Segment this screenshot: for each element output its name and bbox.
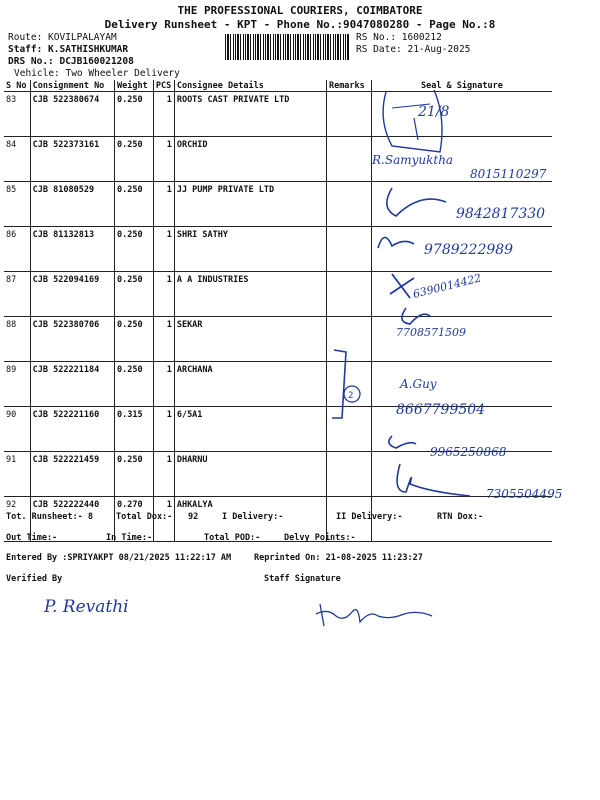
circle-mark-number: 2 — [348, 391, 354, 401]
signature-row-92-phone: 7305504495 — [486, 487, 563, 501]
row-pcs: 1 — [153, 362, 174, 407]
row-pcs: 1 — [153, 317, 174, 362]
verifier-signature — [40, 586, 170, 622]
row-consignment-no: CJB 522222440 — [30, 497, 114, 542]
row-pcs: 1 — [153, 92, 174, 137]
row-sno: 90 — [4, 407, 30, 452]
signature-row-90-phone: 8667799504 — [396, 402, 486, 418]
row-sno: 92 — [4, 497, 30, 542]
row-sno: 89 — [4, 362, 30, 407]
col-signature: Seal & Signature — [371, 80, 552, 92]
signature-row-84-phone: 8015110297 — [470, 167, 547, 181]
col-consignment: Consignment No — [30, 80, 114, 92]
row-consignee: ROOTS CAST PRIVATE LTD — [174, 92, 326, 137]
rtn-dox: RTN Dox:- — [437, 512, 484, 522]
ii-delivery: II Delivery:- — [336, 512, 403, 522]
row-consignee: 6/5A1 — [174, 407, 326, 452]
row-consignee: JJ PUMP PRIVATE LTD — [174, 182, 326, 227]
row-remarks — [326, 182, 371, 227]
signature-row-87-phone: 6390014422 — [411, 271, 483, 301]
stamp-date: 21/8 — [418, 104, 450, 120]
signature-row-86-phone: 9789222989 — [424, 242, 514, 258]
row-weight: 0.250 — [114, 362, 153, 407]
row-pcs: 1 — [153, 137, 174, 182]
row-pcs: 1 — [153, 227, 174, 272]
staff-label: Staff: K.SATHISHKUMAR — [8, 44, 129, 55]
col-sno: S No — [4, 80, 30, 92]
row-sno: 83 — [4, 92, 30, 137]
in-time: In Time:- — [106, 533, 153, 543]
row-consignee: ORCHID — [174, 137, 326, 182]
row-pcs: 1 — [153, 497, 174, 542]
route-label: Route: KOVILPALAYAM — [8, 32, 117, 43]
row-sno: 91 — [4, 452, 30, 497]
row-sno: 86 — [4, 227, 30, 272]
row-weight: 0.250 — [114, 227, 153, 272]
row-pcs: 1 — [153, 452, 174, 497]
row-consignment-no: CJB 522380674 — [30, 92, 114, 137]
total-pod: Total POD:- — [204, 533, 261, 543]
signature-row-91-scribble — [389, 436, 416, 448]
handwritten-signatures — [348, 88, 600, 508]
row-remarks — [326, 227, 371, 272]
drs-label: DRS No.: DCJB160021208 — [8, 56, 134, 67]
row-weight: 0.315 — [114, 407, 153, 452]
row-pcs: 1 — [153, 407, 174, 452]
row-weight: 0.250 — [114, 452, 153, 497]
rs-date: RS Date: 21-Aug-2025 — [356, 44, 471, 55]
row-consignee: DHARNU — [174, 452, 326, 497]
row-pcs: 1 — [153, 272, 174, 317]
row-weight: 0.270 — [114, 497, 153, 542]
staff-signature-label: Staff Signature — [264, 574, 341, 584]
row-consignment-no: CJB 522221160 — [30, 407, 114, 452]
row-sno: 88 — [4, 317, 30, 362]
col-consignee: Consignee Details — [174, 80, 326, 92]
row-consignee: AHKALYA — [174, 497, 326, 542]
runsheet-subtitle: Delivery Runsheet - KPT - Phone No.:9047080280 - Page No.:8 — [104, 18, 496, 31]
tot-runsheet: Tot. Runsheet:- 8 — [6, 512, 93, 522]
signature-row-91-phone: 9965250868 — [430, 445, 507, 459]
signature-row-85-scribble — [387, 188, 446, 216]
row-consignment-no: CJB 522221184 — [30, 362, 114, 407]
staff-signature-scribble — [314, 600, 444, 630]
row-sno: 84 — [4, 137, 30, 182]
total-dox-value: 92 — [188, 512, 199, 522]
out-time: Out Time:- — [6, 533, 58, 543]
barcode — [225, 34, 350, 60]
i-delivery: I Delivery:- — [222, 512, 284, 522]
row-consignment-no: CJB 81080529 — [30, 182, 114, 227]
row-remarks — [326, 452, 371, 497]
row-remarks — [326, 317, 371, 362]
reprinted-on: Reprinted On: 21-08-2025 11:23:27 — [254, 553, 423, 563]
row-consignment-no: CJB 522094169 — [30, 272, 114, 317]
verifier-signature-text: P. Revathi — [44, 597, 129, 617]
row-sno: 85 — [4, 182, 30, 227]
col-remarks: Remarks — [326, 80, 371, 92]
signature-row-90-name: A.Guy — [400, 377, 437, 391]
row-pcs: 1 — [153, 182, 174, 227]
signature-row-88-scribble — [402, 308, 430, 324]
row-consignment-no: CJB 522373161 — [30, 137, 114, 182]
total-dox-label: Total Dox:- — [116, 512, 173, 522]
signature-row-84-name: R.Samyuktha — [372, 153, 454, 167]
row-remarks — [326, 137, 371, 182]
row-consignment-no: CJB 522380706 — [30, 317, 114, 362]
row-weight: 0.250 — [114, 272, 153, 317]
signature-row-88-phone: 7708571509 — [396, 326, 466, 339]
signature-row-85-phone: 9842817330 — [456, 206, 546, 222]
col-pcs: PCS — [153, 80, 174, 92]
verified-by-label: Verified By — [6, 574, 63, 584]
company-title: THE PROFESSIONAL COURIERS, COIMBATORE — [177, 4, 423, 17]
delvy-points: Delvy Points:- — [284, 533, 356, 543]
row-weight: 0.250 — [114, 182, 153, 227]
row-consignment-no: CJB 522221459 — [30, 452, 114, 497]
row-remarks — [326, 407, 371, 452]
rs-number: RS No.: 1600212 — [356, 32, 442, 43]
row-consignee: A A INDUSTRIES — [174, 272, 326, 317]
row-weight: 0.250 — [114, 92, 153, 137]
vehicle-label: Vehicle: Two Wheeler Delivery — [14, 68, 180, 79]
signature-row-92-scribble — [397, 464, 470, 496]
entered-by: Entered By :SPRIYAKPT 08/21/2025 11:22:17 AM — [6, 553, 232, 563]
row-consignee: ARCHANA — [174, 362, 326, 407]
row-remarks — [326, 272, 371, 317]
seal-stamp — [383, 90, 449, 152]
row-weight: 0.250 — [114, 317, 153, 362]
signature-row-87-scribble — [390, 274, 414, 298]
signature-row-86-scribble — [378, 237, 414, 248]
col-weight: Weight — [114, 80, 153, 92]
row-consignee: SEKAR — [174, 317, 326, 362]
row-consignee: SHRI SATHY — [174, 227, 326, 272]
row-sno: 87 — [4, 272, 30, 317]
row-remarks — [326, 92, 371, 137]
row-weight: 0.250 — [114, 137, 153, 182]
row-consignment-no: CJB 81132813 — [30, 227, 114, 272]
